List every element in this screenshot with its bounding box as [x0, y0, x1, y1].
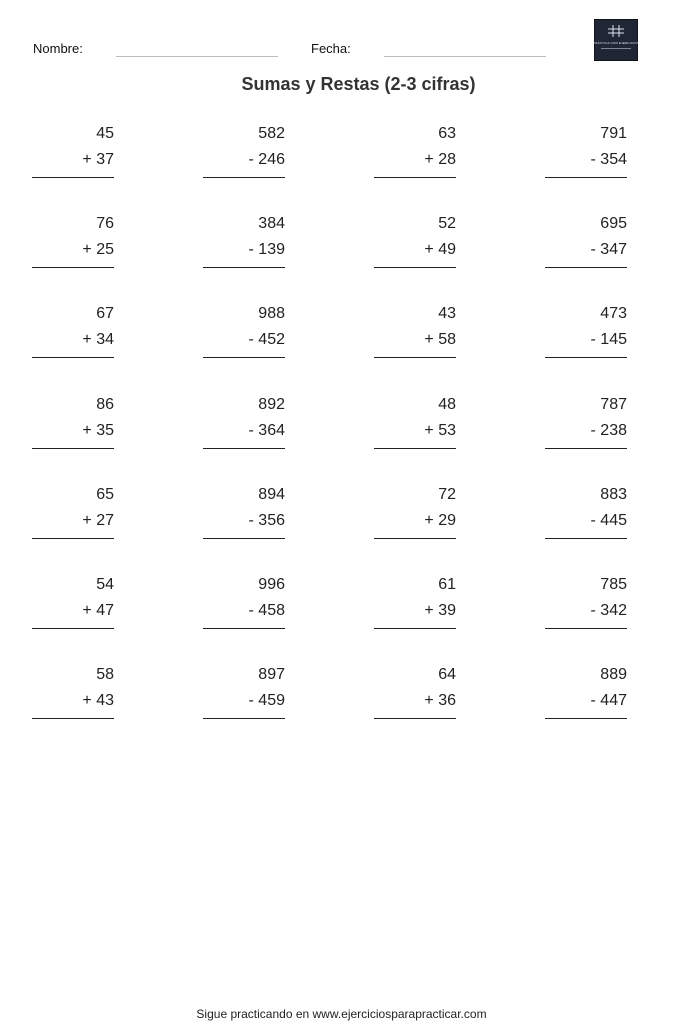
- exercise-item: [32, 301, 114, 361]
- exercise-top-number: 791: [600, 125, 627, 142]
- answer-line: [32, 177, 114, 178]
- exercise-item: [203, 121, 285, 181]
- logo-rule: [601, 48, 631, 49]
- exercise-top-number: 64: [438, 666, 456, 684]
- exercise-bottom-number: - 347: [590, 241, 627, 259]
- logo-grid-icon: [607, 24, 625, 38]
- answer-line: [374, 628, 456, 629]
- exercise-bottom-number: - 452: [248, 331, 285, 349]
- exercise-item: [545, 482, 627, 542]
- exercise-item: [203, 662, 285, 722]
- exercise-top-number: 61: [438, 576, 456, 593]
- exercise-top-number: 897: [258, 666, 285, 684]
- exercise-bottom-number: - 342: [590, 602, 627, 619]
- exercise-bottom-number: - 459: [248, 692, 285, 710]
- exercise-bottom-number: + 36: [424, 692, 456, 710]
- exercise-item: [545, 211, 627, 271]
- name-label: Nombre:: [33, 41, 83, 56]
- exercise-bottom-number: + 27: [82, 511, 114, 529]
- exercise-top-number: 883: [600, 485, 627, 503]
- exercise-bottom-number: - 139: [248, 241, 285, 259]
- exercise-item: [32, 211, 114, 271]
- exercise-bottom-number: - 145: [590, 331, 627, 349]
- exercise-bottom-number: + 47: [82, 602, 114, 619]
- answer-line: [545, 267, 627, 268]
- exercise-bottom-number: - 238: [590, 421, 627, 439]
- exercise-top-number: 892: [258, 395, 285, 413]
- exercise-bottom-number: + 37: [82, 151, 114, 168]
- date-label: Fecha:: [311, 41, 351, 56]
- answer-line: [32, 267, 114, 268]
- exercise-item: [203, 392, 285, 452]
- exercise-item: [545, 572, 627, 632]
- answer-line: [203, 538, 285, 539]
- answer-line: [545, 628, 627, 629]
- exercise-top-number: 43: [438, 305, 456, 323]
- exercise-item: [374, 392, 456, 452]
- exercise-item: [203, 211, 285, 271]
- answer-line: [203, 357, 285, 358]
- exercise-top-number: 86: [96, 395, 114, 413]
- exercise-top-number: 63: [438, 125, 456, 142]
- exercise-bottom-number: - 354: [590, 151, 627, 168]
- answer-line: [32, 448, 114, 449]
- exercise-top-number: 695: [600, 215, 627, 233]
- footer-text: Sigue practicando en www.ejerciciosparapracticar.com: [196, 1007, 487, 1021]
- answer-line: [32, 538, 114, 539]
- exercise-bottom-number: + 39: [424, 602, 456, 619]
- answer-line: [374, 357, 456, 358]
- exercise-top-number: 76: [96, 215, 114, 233]
- exercise-top-number: 48: [438, 395, 456, 413]
- exercise-item: [374, 211, 456, 271]
- exercise-top-number: 67: [96, 305, 114, 323]
- name-line: [116, 56, 278, 57]
- exercise-item: [545, 392, 627, 452]
- exercise-item: [545, 301, 627, 361]
- exercise-top-number: 988: [258, 305, 285, 323]
- answer-line: [545, 448, 627, 449]
- answer-line: [374, 718, 456, 719]
- logo: [594, 19, 638, 61]
- date-line: [384, 56, 546, 57]
- exercise-top-number: 65: [96, 485, 114, 503]
- exercise-bottom-number: + 35: [82, 421, 114, 439]
- answer-line: [203, 177, 285, 178]
- exercise-top-number: 54: [96, 576, 114, 593]
- answer-line: [203, 628, 285, 629]
- exercise-top-number: 52: [438, 215, 456, 233]
- page-title: Sumas y Restas (2-3 cifras): [241, 74, 476, 94]
- answer-line: [203, 448, 285, 449]
- exercise-top-number: 473: [600, 305, 627, 323]
- exercise-item: [374, 121, 456, 181]
- answer-line: [374, 538, 456, 539]
- exercise-top-number: 889: [600, 666, 627, 684]
- answer-line: [545, 538, 627, 539]
- answer-line: [545, 177, 627, 178]
- exercise-item: [374, 482, 456, 542]
- answer-line: [32, 357, 114, 358]
- answer-line: [374, 448, 456, 449]
- answer-line: [545, 357, 627, 358]
- exercise-item: [545, 662, 627, 722]
- exercise-bottom-number: - 364: [248, 421, 285, 439]
- exercise-bottom-number: + 25: [82, 241, 114, 259]
- exercise-bottom-number: + 43: [82, 692, 114, 710]
- exercise-bottom-number: - 447: [590, 692, 627, 710]
- exercise-top-number: 894: [258, 485, 285, 503]
- exercise-item: [203, 482, 285, 542]
- answer-line: [32, 628, 114, 629]
- exercise-item: [32, 662, 114, 722]
- exercise-item: [203, 572, 285, 632]
- exercise-bottom-number: - 356: [248, 511, 285, 529]
- exercise-bottom-number: + 28: [424, 151, 456, 168]
- exercise-bottom-number: - 246: [248, 151, 285, 168]
- answer-line: [203, 267, 285, 268]
- exercise-top-number: 58: [96, 666, 114, 684]
- answer-line: [545, 718, 627, 719]
- exercise-item: [374, 662, 456, 722]
- exercise-top-number: 787: [600, 395, 627, 413]
- exercise-bottom-number: + 34: [82, 331, 114, 349]
- exercise-top-number: 384: [258, 215, 285, 233]
- exercise-item: [545, 121, 627, 181]
- exercise-bottom-number: + 58: [424, 331, 456, 349]
- exercise-bottom-number: - 445: [590, 511, 627, 529]
- answer-line: [374, 267, 456, 268]
- exercise-top-number: 72: [438, 485, 456, 503]
- exercise-top-number: 45: [96, 125, 114, 142]
- answer-line: [32, 718, 114, 719]
- exercise-bottom-number: + 29: [424, 511, 456, 529]
- exercise-item: [32, 572, 114, 632]
- exercise-item: [32, 482, 114, 542]
- answer-line: [203, 718, 285, 719]
- exercise-item: [203, 301, 285, 361]
- exercise-bottom-number: - 458: [248, 602, 285, 619]
- exercise-item: [32, 392, 114, 452]
- exercise-bottom-number: + 53: [424, 421, 456, 439]
- logo-text: PRÁCTICA CON EJERCICIOS: [593, 41, 639, 45]
- exercise-item: [374, 572, 456, 632]
- exercise-top-number: 996: [258, 576, 285, 593]
- exercise-item: [32, 121, 114, 181]
- answer-line: [374, 177, 456, 178]
- exercise-top-number: 582: [258, 125, 285, 142]
- exercise-bottom-number: + 49: [424, 241, 456, 259]
- exercise-top-number: 785: [600, 576, 627, 593]
- exercise-item: [374, 301, 456, 361]
